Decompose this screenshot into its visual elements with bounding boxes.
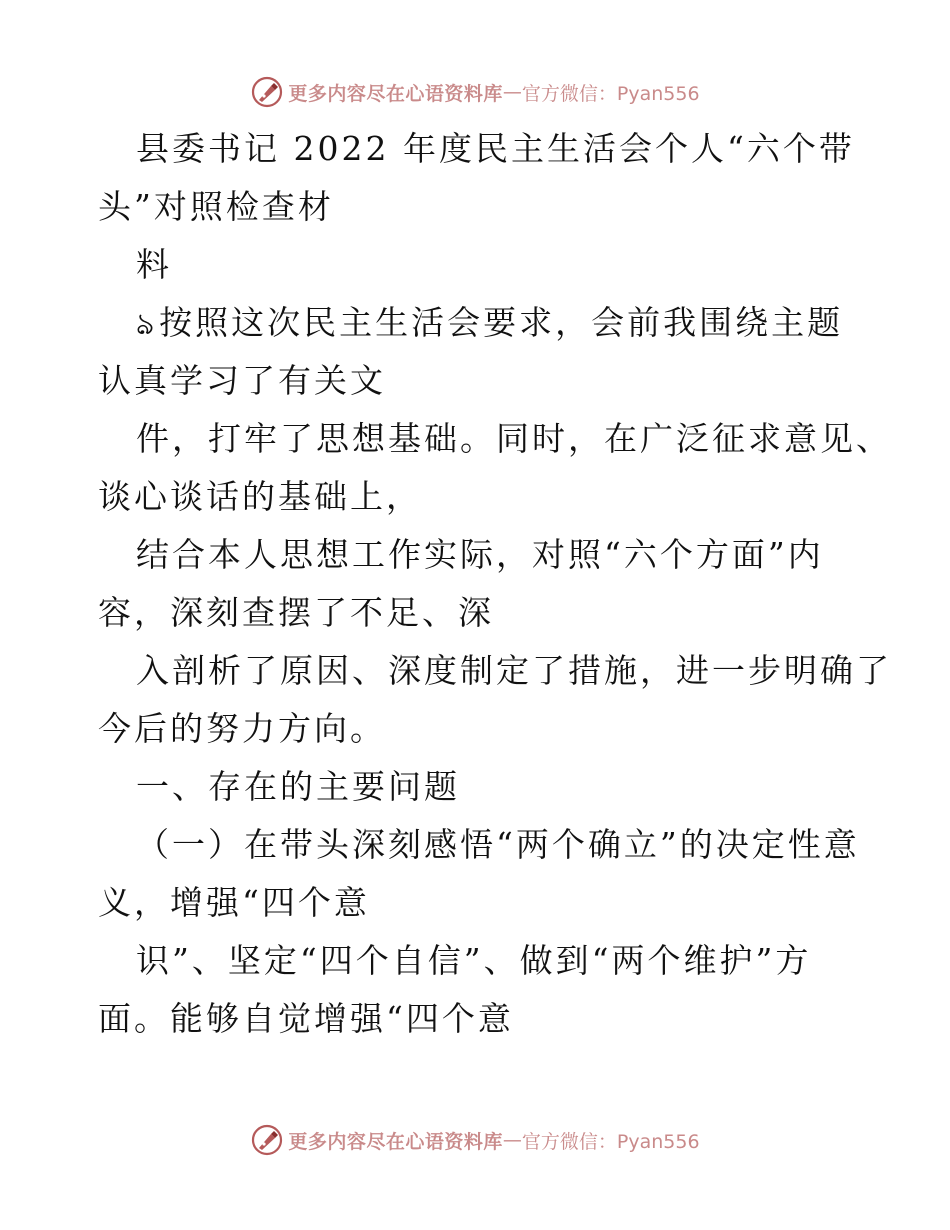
paragraph-4-line-1: 入剖析了原因、深度制定了措施，进一步明确了 bbox=[136, 651, 892, 690]
doc-title-line-1: 县委书记 2022 年度民主生活会个人“六个带 bbox=[136, 129, 855, 168]
banner-separator: — bbox=[502, 1129, 522, 1151]
paragraph-5-line-2: 义，增强“四个意 bbox=[98, 883, 370, 922]
site-name-text: 更多内容尽在心语资料库 bbox=[288, 1130, 503, 1153]
paragraph-5-line-1: （一）在带头深刻感悟“两个确立”的决定性意 bbox=[136, 825, 860, 864]
paragraph-1-line-2: 认真学习了有关文 bbox=[98, 361, 386, 400]
document-body bbox=[98, 120, 892, 1048]
site-name-text: 更多内容尽在心语资料库 bbox=[288, 82, 503, 105]
section-heading-1: 一、存在的主要问题 bbox=[136, 767, 460, 806]
paragraph-6-line-1: 识”、坚定“四个自信”、做到“两个维护”方 bbox=[136, 941, 812, 980]
header-banner bbox=[0, 72, 950, 112]
paragraph-2-line-2: 谈心谈话的基础上， bbox=[98, 477, 422, 516]
paragraph-1-line-1 bbox=[98, 294, 858, 352]
paragraph-1-text: 按照这次民主生活会要求，会前我围绕主题 bbox=[159, 303, 844, 342]
footer-banner bbox=[0, 1120, 950, 1160]
paragraph-4-line-2: 今后的努力方向。 bbox=[98, 709, 386, 748]
doc-title-line-2: 头”对照检查材 bbox=[98, 187, 334, 226]
wechat-contact-text: 官方微信：Pyan556 bbox=[521, 82, 700, 105]
pen-nib-logo-icon bbox=[250, 1123, 284, 1157]
paragraph-3-line-1: 结合本人思想工作实际，对照“六个方面”内 bbox=[136, 535, 824, 574]
doc-title-line-3: 料 bbox=[136, 245, 172, 284]
banner-separator: — bbox=[502, 81, 522, 103]
wechat-contact-text: 官方微信：Pyan556 bbox=[521, 1130, 700, 1153]
paragraph-2-line-1: 件，打牢了思想基础。同时，在广泛征求意见、 bbox=[136, 419, 892, 458]
ornament-glyph: ঌ bbox=[136, 307, 158, 342]
pen-nib-logo-icon bbox=[250, 75, 284, 109]
paragraph-3-line-2: 容，深刻查摆了不足、深 bbox=[98, 593, 494, 632]
paragraph-6-line-2: 面。能够自觉增强“四个意 bbox=[98, 999, 514, 1038]
